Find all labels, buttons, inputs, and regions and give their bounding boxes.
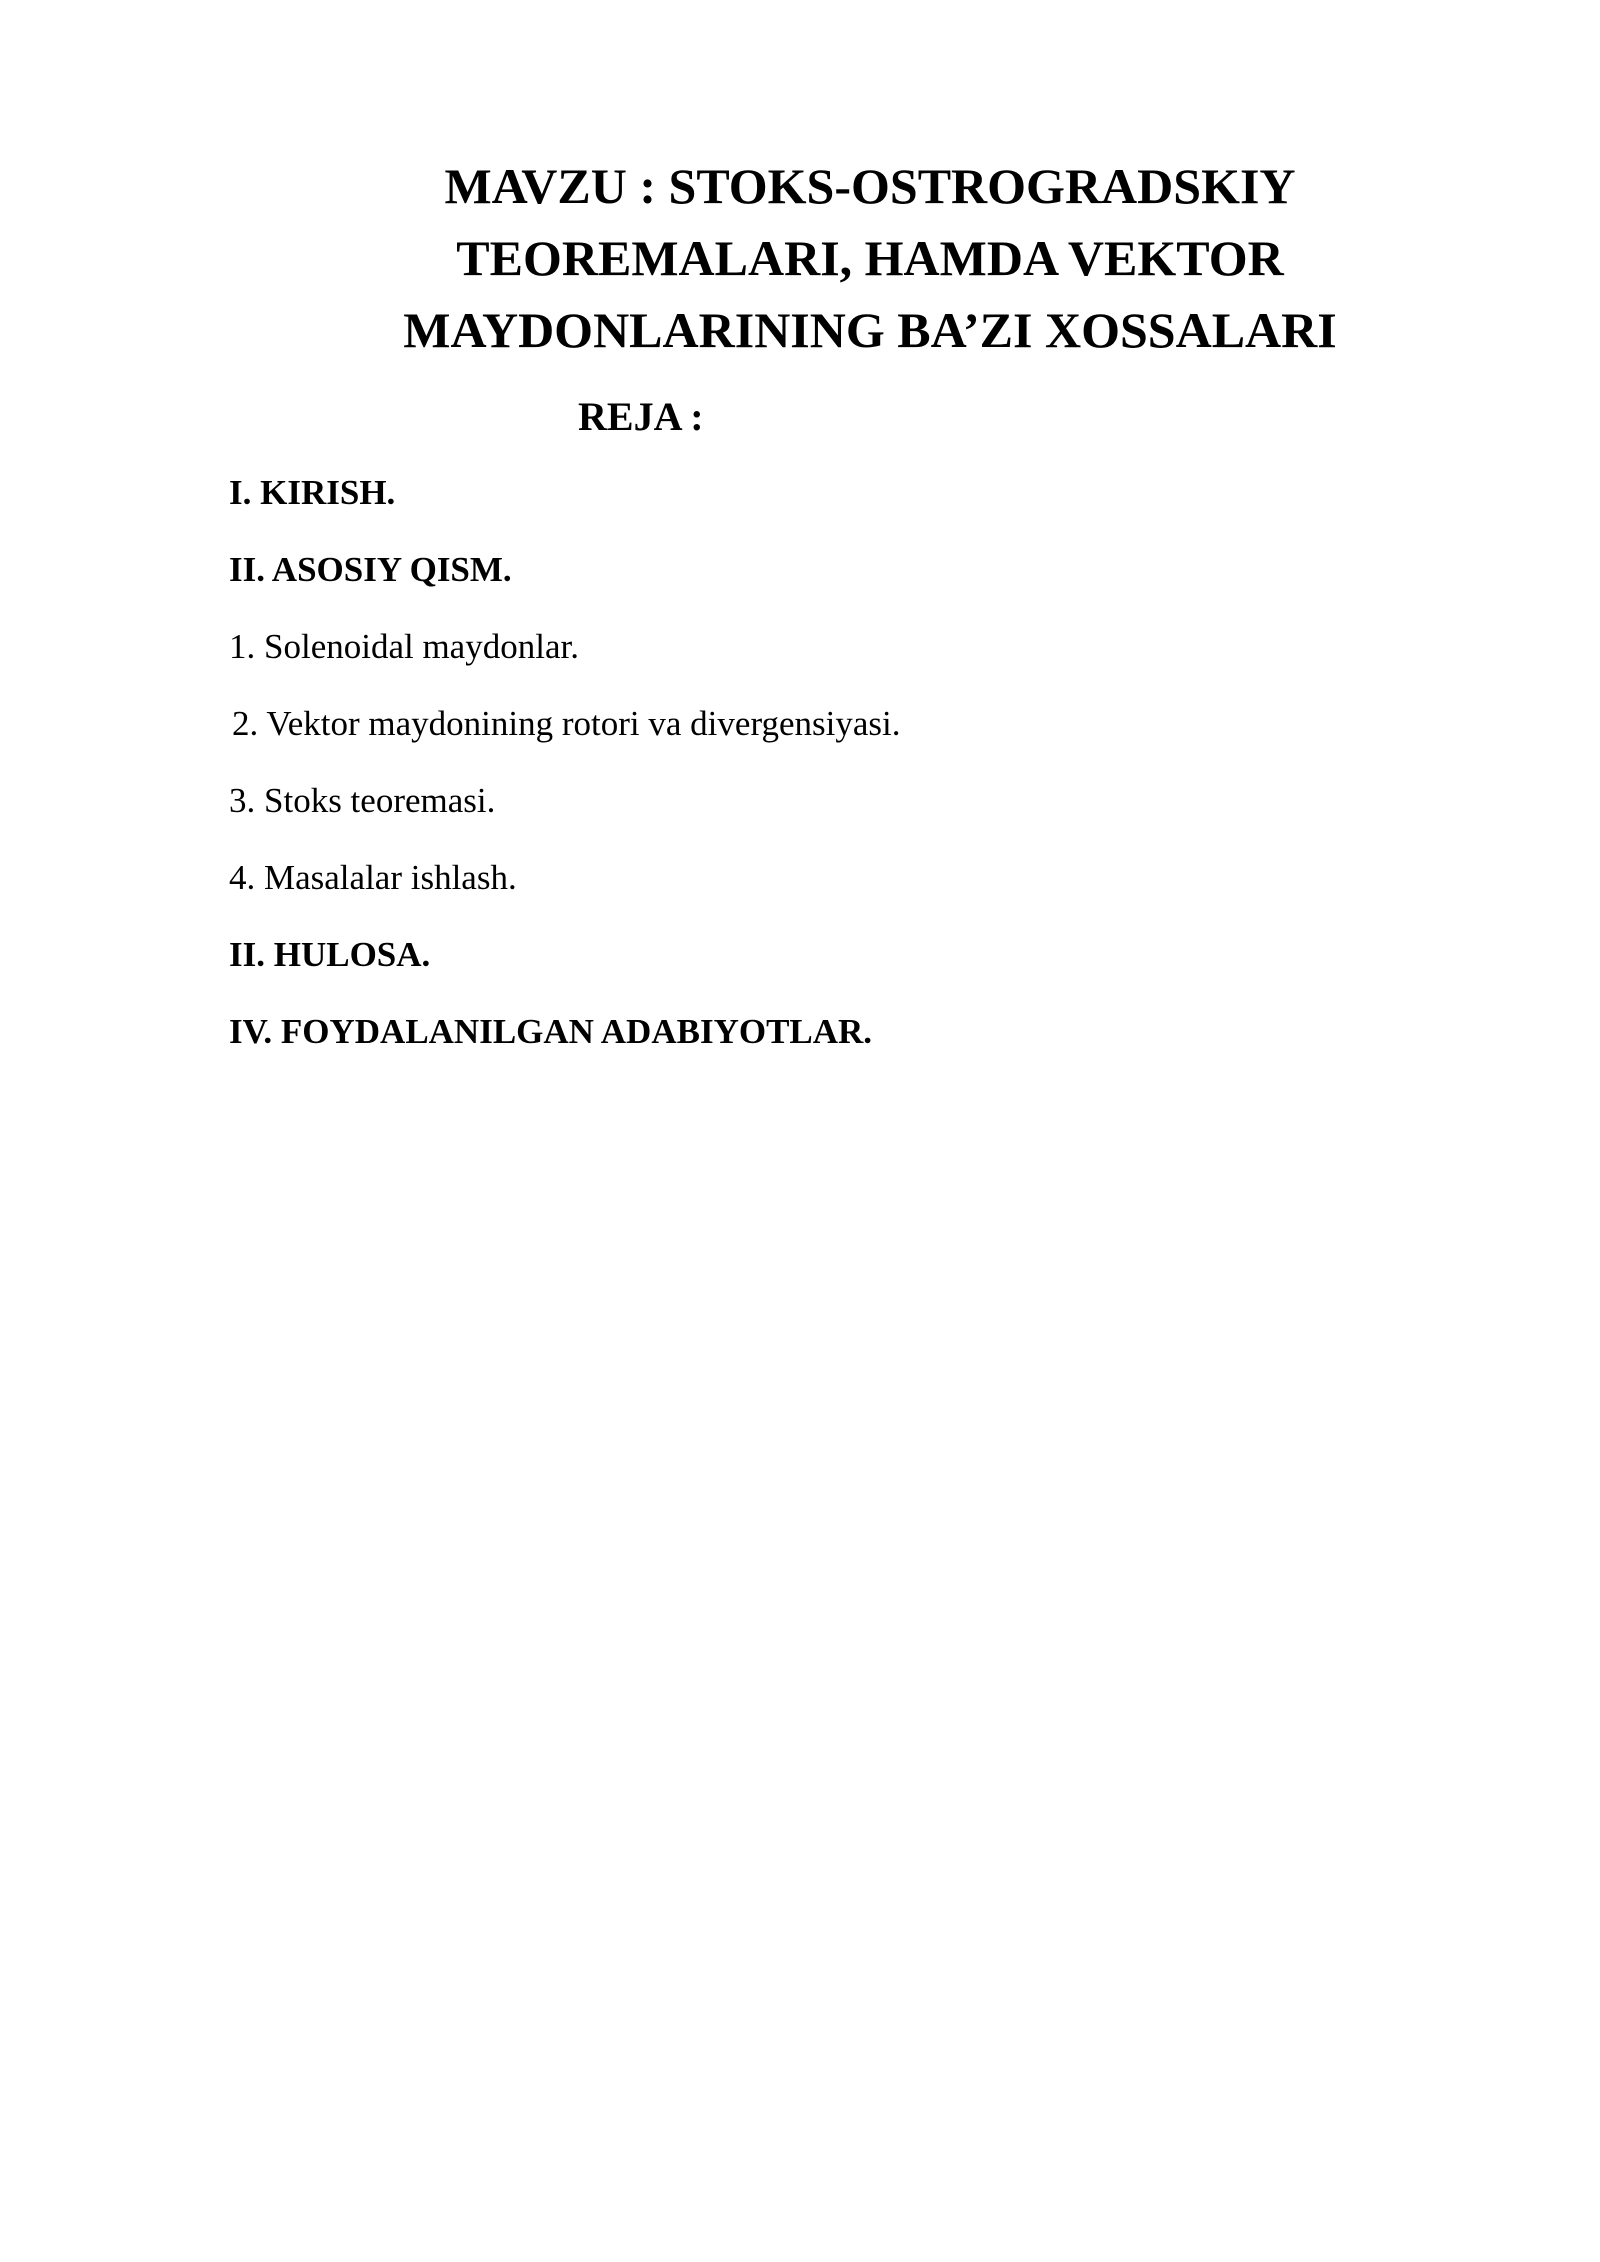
title-line-3: MAYDONLARINING BA’ZI XOSSALARI: [403, 302, 1337, 358]
plan-item-introduction: I. KIRISH.: [229, 473, 396, 512]
plan-item-stokes-theorem: 3. Stoks teoremasi.: [229, 781, 496, 820]
plan-list: [229, 473, 900, 1089]
plan-item-problems: 4. Masalalar ishlash.: [229, 858, 517, 897]
plan-item-solenoidal-fields: 1. Solenoidal maydonlar.: [229, 627, 579, 666]
plan-item-rotor-divergence: 2. Vektor maydonining rotori va divergensiyasi.: [232, 704, 901, 743]
title-line-2: TEOREMALARI, HAMDA VEKTOR: [456, 230, 1284, 286]
plan-item-references: IV. FOYDALANILGAN ADABIYOTLAR.: [229, 1012, 873, 1051]
plan-item-conclusion: II. HULOSA.: [229, 935, 431, 974]
plan-heading: REJA :: [578, 394, 704, 439]
document-title: [330, 150, 1410, 366]
plan-item-main-part: II. ASOSIY QISM.: [229, 550, 512, 589]
title-line-1: MAVZU : STOKS-OSTROGRADSKIY: [444, 158, 1296, 214]
